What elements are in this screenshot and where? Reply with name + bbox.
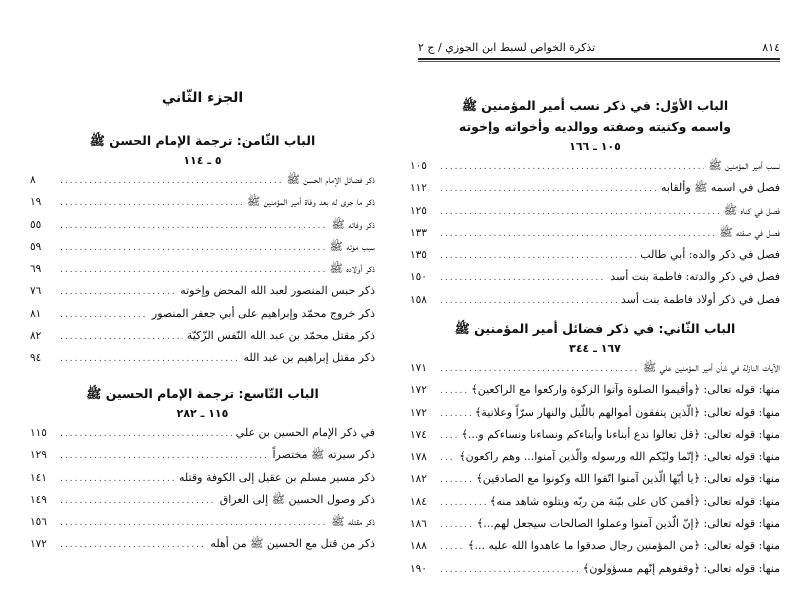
entry-page: ١٧٢ [30, 538, 47, 551]
entry-title: ذكر مقتل محمّد بن عبد الله النّفس الزّكيّة [186, 329, 375, 343]
entry-title: منها: قوله تعالى: ﴿إنّما وليّكم الله ورسوله والّذين آمنوا... وهم راكعون﴾ [459, 450, 780, 464]
entry-title: منها: قوله تعالى: ﴿وقفوهم إنّهم مسؤولون﴾ [582, 561, 780, 575]
chapter-title: الباب الأوّل: في ذكر نسب أمير المؤمنين ﷺ واسمه وكنيته وصفته ووالديه وأخواته وإخوته [458, 98, 732, 134]
toc-entry[interactable] [410, 539, 780, 561]
leader-dots [440, 207, 720, 217]
leader-dots [60, 518, 327, 528]
leader-dots [440, 475, 472, 485]
running-title: تذكرة الخواص لسبط ابن الجوزي / ج ٢ [418, 40, 596, 54]
leader-dots [60, 287, 176, 297]
entry-title: منها: قوله تعالى: ﴿قل تعالوا ندع أبناءنا وأبناءكم ونساءنا ونساءكم و...﴾ [461, 427, 780, 441]
entry-title: منها: قوله تعالى: ﴿يا أيّها الّذين آمنوا اتّقوا الله وكونوا مع الصادقين﴾ [476, 472, 780, 486]
leader-dots [440, 386, 467, 396]
toc-entry[interactable] [30, 240, 375, 262]
leader-dots [440, 409, 471, 419]
leader-dots [440, 520, 473, 530]
header-rule [418, 58, 780, 60]
toc-entry[interactable] [30, 195, 375, 217]
entry-page: ٨ [30, 174, 36, 186]
header-rule-thin [418, 61, 780, 62]
toc-entry[interactable] [30, 218, 375, 240]
leader-dots [440, 184, 657, 194]
entry-title: ذكر مسير مسلم بن عقيل إلى الكوفة وقتله [179, 470, 375, 484]
leader-dots [440, 364, 639, 374]
entry-title: ذكر خروج محمّد وإبراهيم على أبي جعفر المنصور [151, 306, 375, 320]
toc-entry[interactable] [30, 173, 375, 195]
entry-page: ٥٩ [30, 240, 42, 253]
toc-entry[interactable] [410, 361, 780, 383]
toc-entry[interactable] [30, 471, 375, 493]
chapter-title: الباب التّاسع: ترجمة الإمام الحسين ﷺ [86, 386, 319, 401]
entry-page: ١١٢ [410, 182, 427, 195]
entry-title: فصل في اسمه ﷺ وألقابه [661, 181, 780, 195]
entry-title: ذكر حبس المنصور لعبد الله المحض وإخوته [180, 284, 375, 298]
leader-dots [440, 229, 715, 239]
entry-title: ذكر وفاته ﷺ [331, 217, 375, 231]
entry-page: ١٥٨ [410, 293, 427, 306]
toc-entry[interactable] [410, 517, 780, 539]
entry-page: ١٧٨ [410, 451, 427, 464]
toc-entry[interactable] [30, 284, 375, 306]
entry-page: ١١٥ [30, 427, 47, 439]
entry-title: منها: قوله تعالى: ﴿الّذين ينفقون أموالهم باللّيل والنهار سرّاً وعلانية﴾ [474, 405, 780, 419]
entry-title: ذكر ما جرى له بعد وفاة أمير المؤمنين ﷺ [246, 195, 375, 209]
entry-title: سبب موته ﷺ [329, 239, 375, 253]
toc-entry[interactable] [30, 448, 375, 470]
entry-title: منها: قوله تعالى: ﴿أفمن كان على بيّنة من ربّه ويتلوه شاهد منه﴾ [489, 494, 780, 508]
entry-page: ٨١ [30, 307, 42, 320]
leader-dots [60, 332, 183, 342]
toc-entry[interactable] [30, 262, 375, 284]
entry-title: ذكر أولاده ﷺ [329, 262, 375, 276]
leader-dots [60, 354, 239, 364]
right-page [410, 0, 780, 601]
chapter-1 [410, 95, 780, 315]
chapter-8 [30, 130, 375, 374]
leader-dots [60, 221, 328, 231]
entry-title: نسب أمير المؤمنين ﷺ [708, 159, 780, 172]
entry-title: ذكر سيرته ﷺ مختصراً [272, 448, 375, 462]
toc-entry[interactable] [410, 562, 780, 584]
toc-entry[interactable] [30, 515, 375, 537]
entry-title: منها: قوله تعالى: ﴿من المؤمنين رجال صدقوا ما عاهدوا الله عليه ...﴾ [468, 539, 780, 553]
entry-page: ١٧٤ [410, 428, 427, 441]
toc-entry[interactable] [410, 383, 780, 405]
chapter-range: ١٠٥ ـ ١٦٦ [569, 140, 621, 153]
entry-page: ١٣٥ [410, 249, 427, 262]
entry-page: ١٠٥ [410, 160, 427, 172]
entry-page: ٦٩ [30, 263, 42, 276]
entry-page: ١٤٩ [30, 493, 47, 506]
entry-page: ١٨٤ [410, 495, 427, 508]
entry-page: ١٥٦ [30, 516, 47, 529]
leader-dots [60, 451, 268, 461]
toc-entry[interactable] [30, 307, 375, 329]
entry-title: فصل في كناه ﷺ [723, 203, 780, 217]
entry-page: ١٨٦ [410, 518, 427, 531]
entry-page: ١٢٩ [30, 449, 47, 462]
entry-title: الآيات النازلة في شأن أمير المؤمنين علي ﷺ [642, 361, 780, 374]
chapter-9 [30, 383, 375, 560]
entry-page: ١٧٢ [410, 406, 427, 419]
leader-dots [440, 453, 455, 463]
chapter-range: ٥ ـ ١١٤ [183, 154, 222, 167]
toc-entry[interactable] [410, 293, 780, 315]
entry-title: ذكر مقتل إبراهيم بن عبد الله [243, 351, 375, 365]
leader-dots [60, 176, 283, 186]
chapter-title: الباب الثّاني: في ذكر فضائل أمير المؤمنين ﷺ [454, 321, 736, 336]
entry-title: ذكر فضائل الإمام الحسن ﷺ [286, 173, 375, 186]
entry-title: ذكر من قتل مع الحسين ﷺ من أهله [210, 537, 375, 551]
leader-dots [60, 265, 326, 275]
leader-dots [60, 474, 175, 484]
entry-page: ١٩٠ [410, 562, 427, 575]
leader-dots [440, 251, 636, 261]
entry-page: ١٤١ [30, 471, 47, 484]
toc-entry[interactable] [410, 406, 780, 428]
chapter-title: الباب الثّامن: ترجمة الإمام الحسن ﷺ [89, 133, 316, 148]
leader-dots [60, 496, 216, 506]
leader-dots [60, 243, 326, 253]
chapter-range: ١٦٧ ـ ٣٤٤ [569, 342, 621, 355]
chapter-range: ١١٥ ـ ٢٨٢ [176, 407, 229, 420]
toc-entry[interactable] [410, 248, 780, 270]
leader-dots [440, 431, 457, 441]
entry-title: منها: قوله تعالى: ﴿وأقيموا الصلوة وآتوا الزكوة واركعوا مع الراكعين﴾ [471, 383, 780, 397]
toc-entry[interactable] [410, 181, 780, 203]
toc-entry[interactable] [410, 204, 780, 226]
chapter-2 [410, 318, 780, 584]
entry-page: ١٧١ [410, 362, 427, 374]
entry-page: ٧٦ [30, 285, 42, 298]
page-number: ٨١٤ [762, 40, 780, 54]
toc-entry[interactable] [410, 495, 780, 517]
leader-dots [440, 296, 617, 306]
leader-dots [60, 310, 148, 320]
running-head [418, 38, 780, 56]
part-title: الجزء الثّاني [161, 90, 244, 106]
entry-title: فصل في صفته ﷺ [719, 225, 780, 239]
entry-title: منها: قوله تعالى: ﴿إنّ الّذين آمنوا وعملوا الصالحات سيجعل لهم...﴾ [476, 517, 780, 531]
entry-page: ٥٥ [30, 218, 42, 231]
leader-dots [440, 498, 486, 508]
leader-dots [440, 273, 606, 283]
toc-entry[interactable] [410, 159, 780, 181]
entry-page: ١٩ [30, 196, 42, 209]
leader-dots [440, 565, 579, 575]
toc-entry[interactable] [30, 537, 375, 559]
toc-entry[interactable] [410, 472, 780, 494]
left-page [30, 0, 375, 601]
toc-entry[interactable] [30, 329, 375, 351]
toc-entry[interactable] [30, 426, 375, 448]
entry-page: ١٣٣ [410, 226, 427, 239]
entry-page: ١٧٢ [410, 384, 427, 397]
entry-page: ٨٢ [30, 330, 42, 343]
toc-entry[interactable] [30, 493, 375, 515]
leader-dots [60, 198, 243, 208]
entry-title: فصل في ذكر أولاد فاطمة بنت أسد [620, 292, 780, 306]
entry-page: ١٨٨ [410, 540, 427, 553]
entry-page: ١٨٢ [410, 473, 427, 486]
toc-entry[interactable] [30, 351, 375, 373]
entry-page: ٩٤ [30, 352, 42, 365]
entry-title: في ذكر الإمام الحسين بن علي [235, 426, 375, 439]
entry-title: ذكر مقتله ﷺ [331, 515, 375, 529]
leader-dots [60, 429, 232, 439]
leader-dots [440, 542, 464, 552]
entry-page: ١٥٠ [410, 271, 427, 284]
entry-title: ذكر وصول الحسين ﷺ إلى العراق [219, 492, 375, 506]
toc-entry[interactable] [410, 428, 780, 450]
toc-entry[interactable] [410, 270, 780, 292]
leader-dots [440, 162, 704, 172]
toc-entry[interactable] [410, 226, 780, 248]
leader-dots [60, 540, 206, 550]
entry-page: ١٢٥ [410, 204, 427, 217]
entry-title: فصل في ذكر والدته: فاطمة بنت أسد [610, 270, 780, 284]
toc-entry[interactable] [410, 450, 780, 472]
entry-title: فصل في ذكر والده: أبي طالب [640, 248, 780, 262]
